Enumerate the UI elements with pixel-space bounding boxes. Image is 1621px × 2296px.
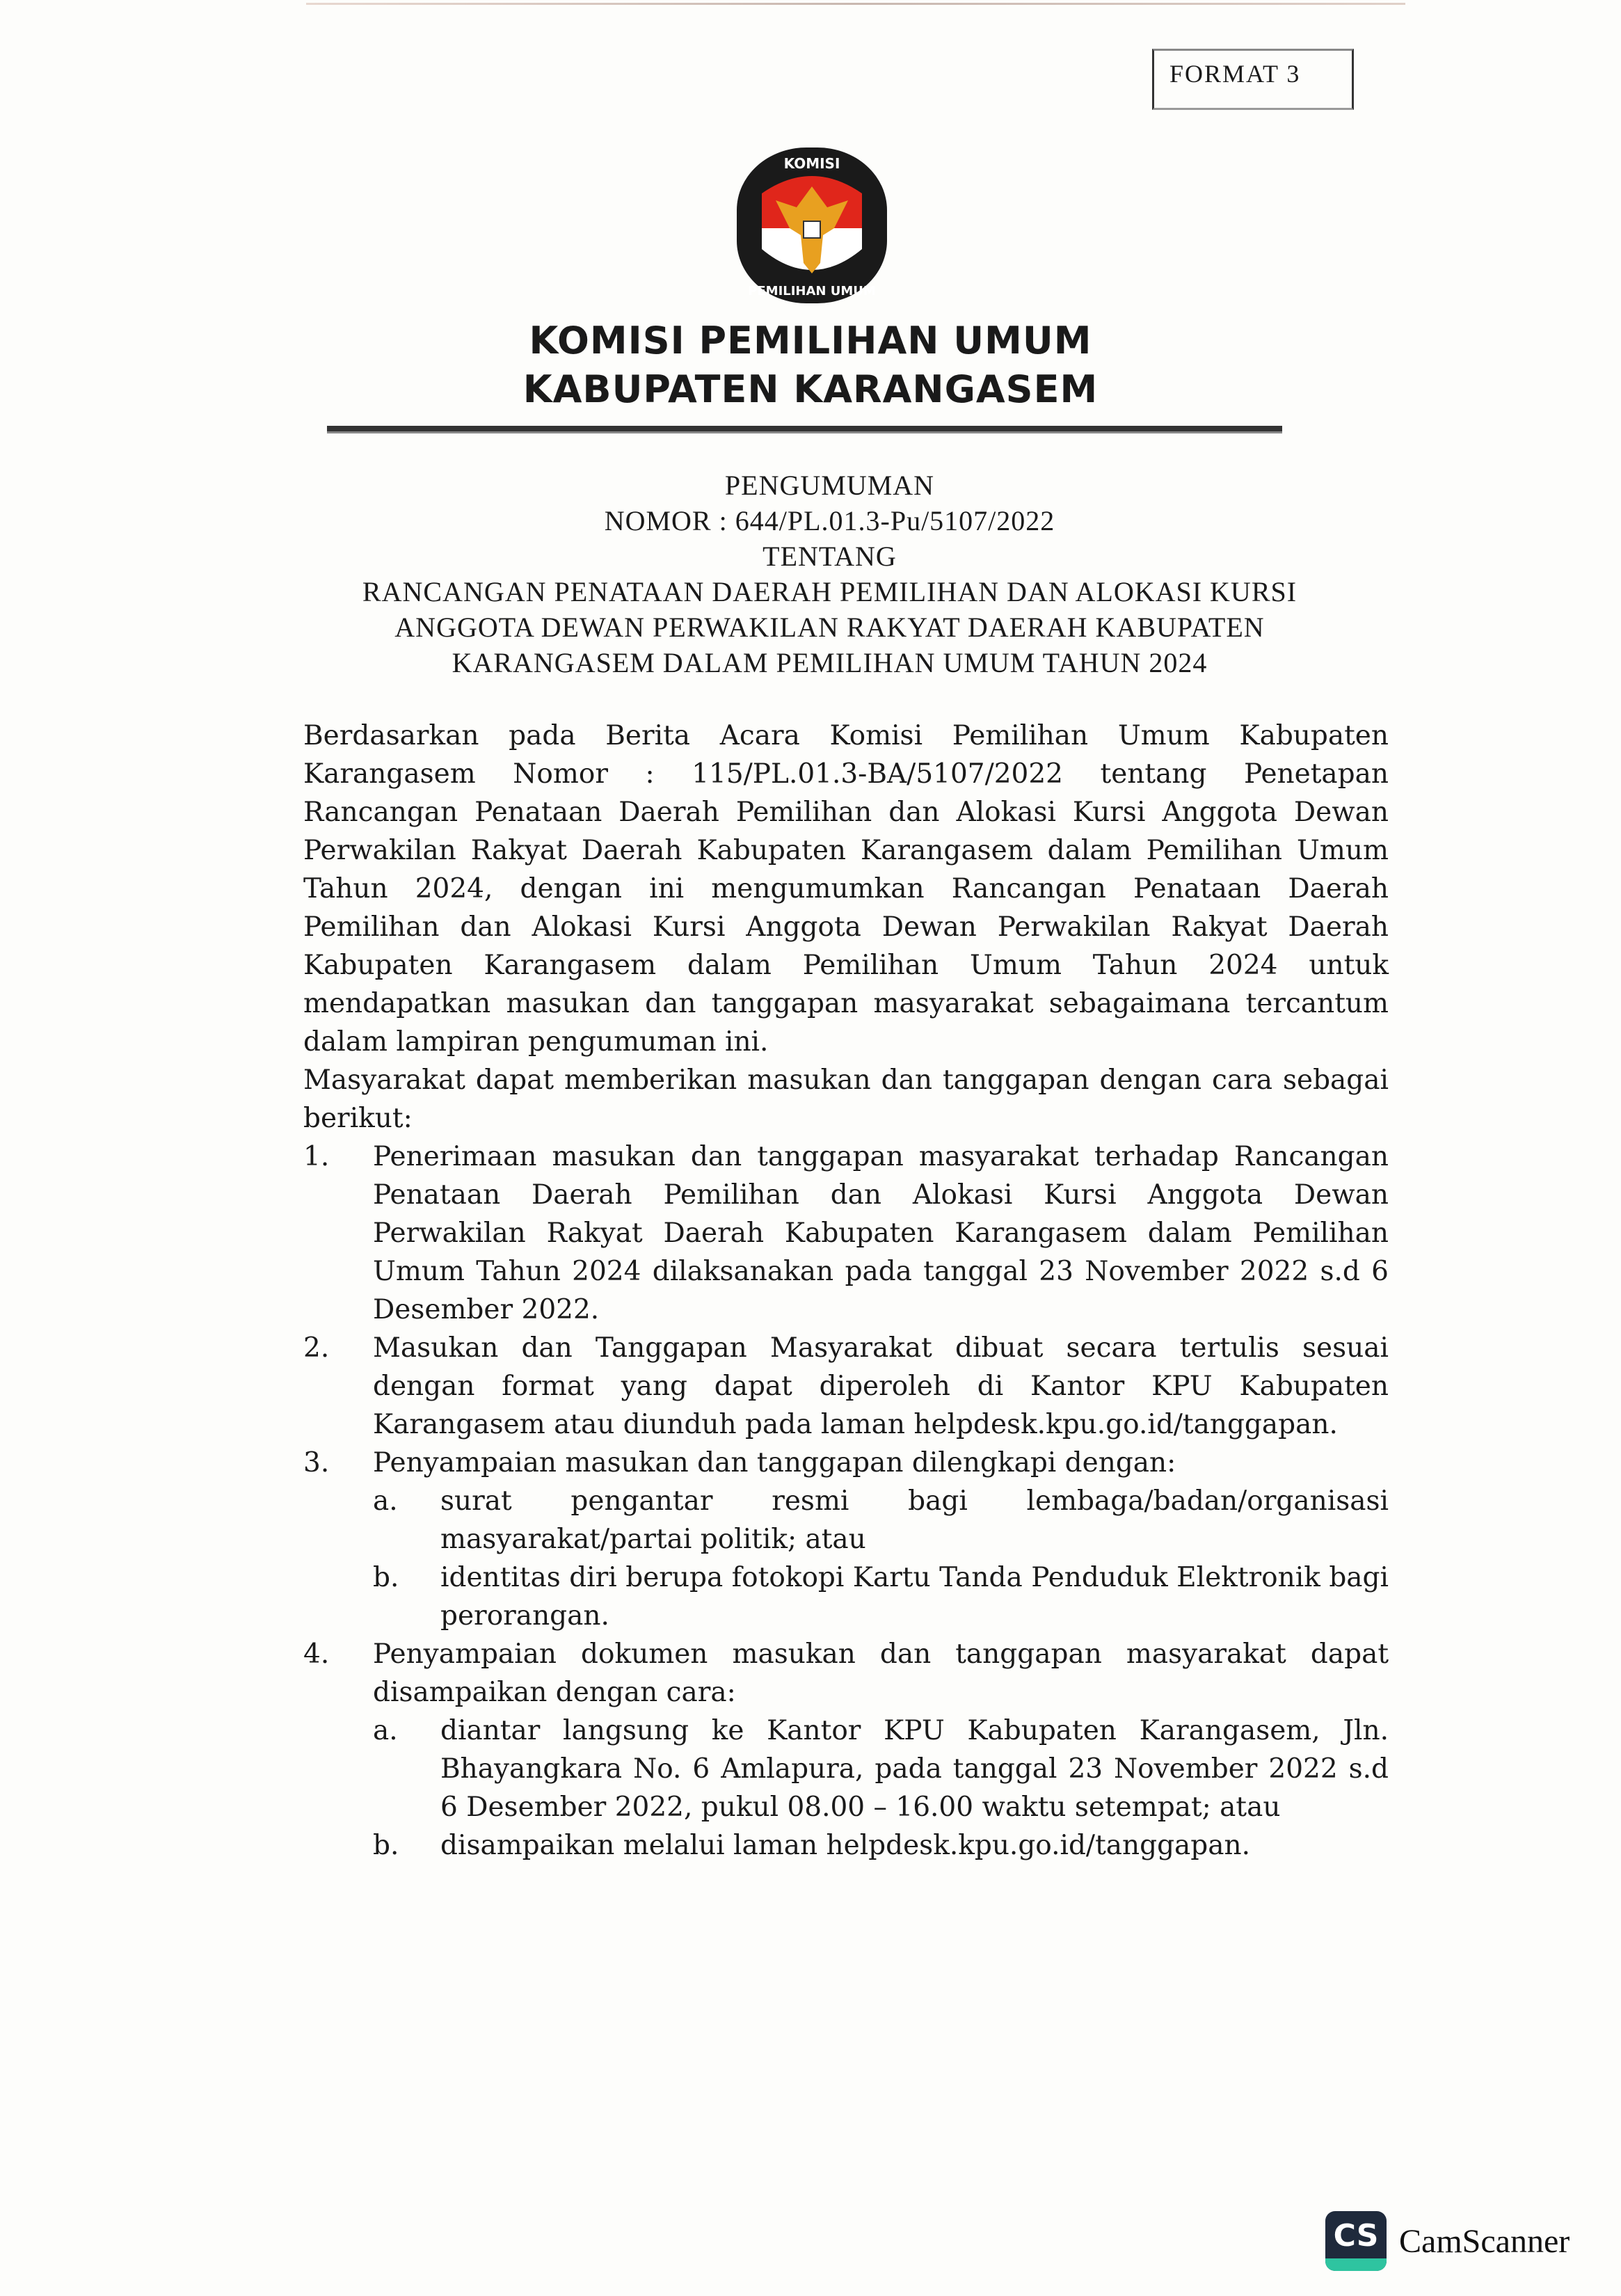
- sub-letter: b.: [373, 1562, 399, 1593]
- title-number: NOMOR : 644/PL.01.3-Pu/5107/2022: [604, 505, 1055, 536]
- paragraph-1: Berdasarkan pada Berita Acara Komisi Pemilihan Umum Kabupaten Karangasem Nomor : 115/PL.01.3-BA/5107/2022 tentang Penetapan Rancangan Penataan Daerah Pemilihan dan Alokasi Kursi Anggota Dewan Perwakilan Rakyat Daerah Kabupaten Karangasem dalam Pemilihan Umum Tahun 2024, dengan ini mengumumkan Rancangan Penataan Daerah Pemilihan dan Alokasi Kursi Anggota Dewan Perwakilan Rakyat Daerah Kabupaten Karangasem dalam Pemilihan Umum Tahun 2024 untuk mendapatkan masukan dan tanggapan masyarakat sebagaimana tercantum dalam lampiran pengumuman ini.: [303, 720, 1389, 1058]
- camscanner-logo-icon: CS: [1325, 2211, 1387, 2271]
- header-rule: [327, 426, 1282, 433]
- list-item: [303, 1329, 1389, 1444]
- svg-text:KOMISI: KOMISI: [783, 155, 840, 172]
- sub-item: [373, 1826, 1389, 1865]
- title-subject-1: RANCANGAN PENATAAN DAERAH PEMILIHAN DAN ALOKASI KURSI: [362, 576, 1297, 607]
- sub-item: [373, 1712, 1389, 1826]
- item-text: Penyampaian dokumen masukan dan tanggapan masyarakat dapat disampaikan dengan cara:: [373, 1639, 1389, 1708]
- announcement-body: [303, 717, 1389, 1865]
- list-item: [303, 1635, 1389, 1865]
- sub-text: diantar langsung ke Kantor KPU Kabupaten Karangasem, Jln. Bhayangkara No. 6 Amlapura, pada tanggal 23 November 2022 s.d 6 Desember 2022, pukul 08.00 – 16.00 waktu setempat; atau: [440, 1715, 1389, 1823]
- camscanner-watermark: [1325, 2211, 1570, 2271]
- paragraph-2: Masyarakat dapat memberikan masukan dan tanggapan dengan cara sebagai berikut:: [303, 1065, 1389, 1134]
- sub-text: disampaikan melalui laman helpdesk.kpu.go.id/tanggapan.: [440, 1830, 1251, 1861]
- sub-letter: a.: [373, 1715, 398, 1746]
- item-number: 2.: [303, 1332, 330, 1364]
- title-about: TENTANG: [762, 541, 897, 572]
- title-subject-3: KARANGASEM DALAM PEMILIHAN UMUM TAHUN 2024: [452, 647, 1208, 678]
- kpu-logo: [734, 145, 890, 306]
- sub-letter: a.: [373, 1485, 398, 1517]
- svg-text:PEMILIHAN UMUM: PEMILIHAN UMUM: [748, 284, 876, 298]
- camscanner-label: CamScanner: [1399, 2222, 1570, 2260]
- title-heading: PENGUMUMAN: [724, 470, 935, 501]
- sub-item: [373, 1482, 1389, 1558]
- item-number: 3.: [303, 1447, 330, 1478]
- title-subject-2: ANGGOTA DEWAN PERWAKILAN RAKYAT DAERAH KABUPATEN: [394, 612, 1265, 643]
- item-text: Penerimaan masukan dan tanggapan masyarakat terhadap Rancangan Penataan Daerah Pemilihan dan Alokasi Kursi Anggota Dewan Perwakilan Rakyat Daerah Kabupaten Karangasem dalam Pemilihan Umum Tahun 2024 dilaksanakan pada tanggal 23 November 2022 s.d 6 Desember 2022.: [373, 1141, 1389, 1325]
- announcement-title: [0, 468, 1621, 680]
- scan-edge: [306, 3, 1405, 5]
- sub-text: surat pengantar resmi bagi lembaga/badan/organisasi masyarakat/partai politik; atau: [440, 1485, 1389, 1555]
- sub-text: identitas diri berupa fotokopi Kartu Tanda Penduduk Elektronik bagi perorangan.: [440, 1562, 1389, 1632]
- item-number: 4.: [303, 1639, 330, 1670]
- item-number: 1.: [303, 1141, 330, 1172]
- org-name-line1: KOMISI PEMILIHAN UMUM: [529, 319, 1092, 362]
- format-label: FORMAT 3: [1152, 49, 1354, 110]
- list-item: [303, 1444, 1389, 1635]
- sub-item: [373, 1558, 1389, 1635]
- item-text: Penyampaian masukan dan tanggapan dilengkapi dengan:: [373, 1447, 1176, 1478]
- list-item: [303, 1138, 1389, 1329]
- org-name-line2: KABUPATEN KARANGASEM: [522, 367, 1099, 411]
- item-text: Masukan dan Tanggapan Masyarakat dibuat secara tertulis sesuai dengan format yang dapat diperoleh di Kantor KPU Kabupaten Karangasem atau diunduh pada laman helpdesk.kpu.go.id/tanggapan.: [373, 1332, 1389, 1440]
- sub-letter: b.: [373, 1830, 399, 1861]
